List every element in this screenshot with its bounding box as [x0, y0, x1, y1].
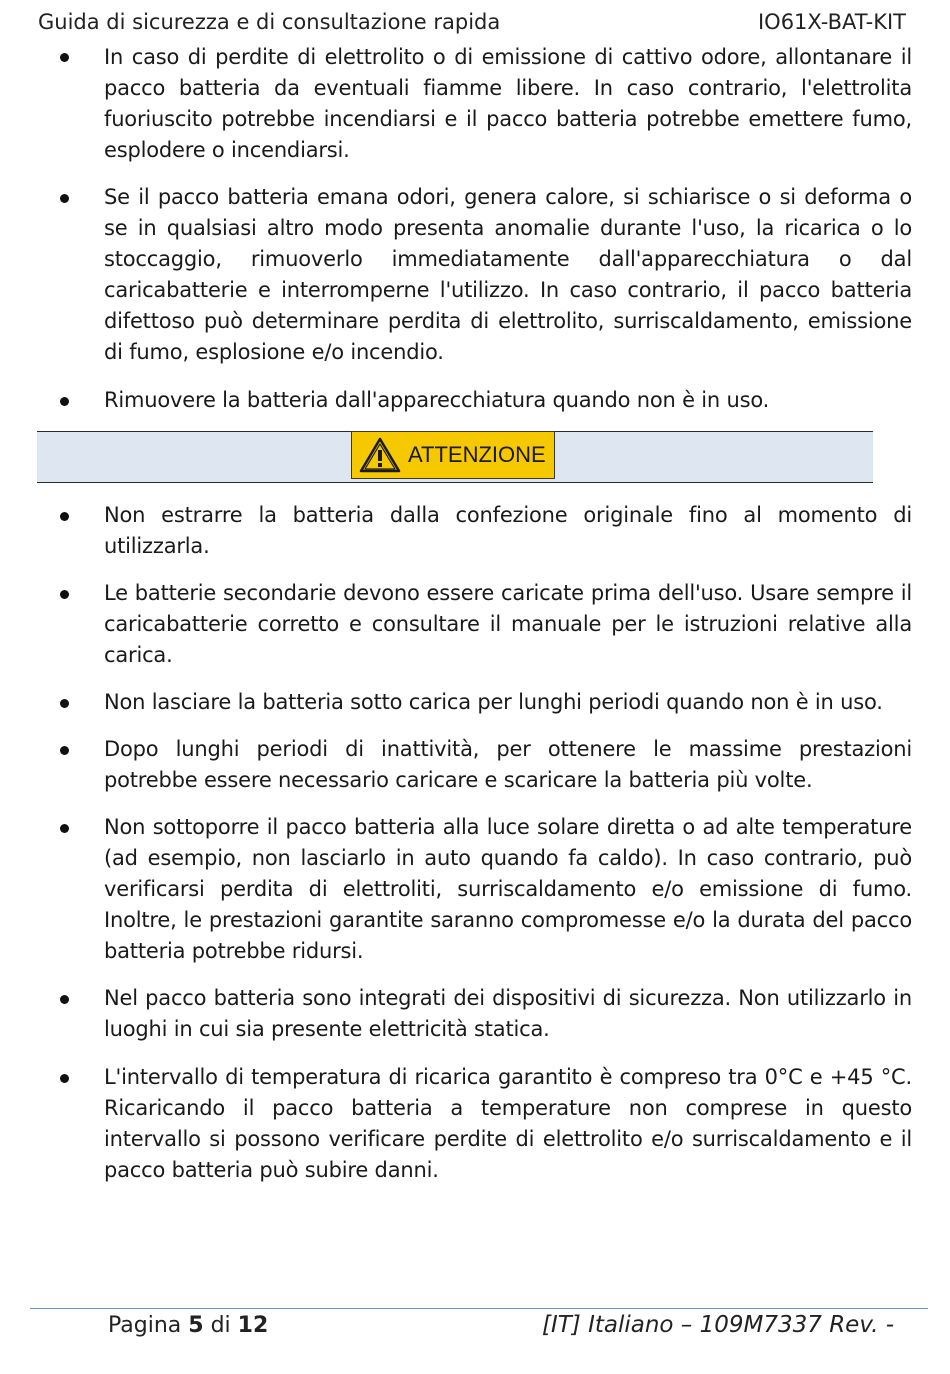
- bullet-text: Rimuovere la batteria dall'apparecchiatura quando non è in uso.: [104, 388, 770, 412]
- bullet-text: Non estrarre la batteria dalla confezione originale fino al momento di utilizzarla.: [104, 503, 912, 558]
- bullet-text: Nel pacco batteria sono integrati dei dispositivi di sicurezza. Non utilizzarlo in luoghi in cui sia presente elettricità statica.: [104, 986, 912, 1041]
- warning-banner: [37, 431, 873, 483]
- bullet-icon: [60, 590, 69, 599]
- bullet-icon: [60, 512, 69, 521]
- bullet-text: L'intervallo di temperatura di ricarica garantito è compreso tra 0°C e +45 °C. Ricaricando il pacco batteria a temperature non comprese in questo intervallo si possono verificare perdite di elettrolito e/o surriscaldamento e il pacco batteria può subire danni.: [104, 1065, 912, 1182]
- of-word: di: [210, 1313, 231, 1338]
- bullet-icon: [60, 397, 69, 406]
- warning-triangle-icon: [358, 436, 402, 474]
- bullet-icon: [60, 824, 69, 833]
- bullet-text: In caso di perdite di elettrolito o di emissione di cattivo odore, allontanare il pacco batteria da eventuali fiamme libere. In caso contrario, l'elettrolita fuoriuscito potrebbe incendiarsi e il pacco batteria potrebbe emettere fumo, esplodere o incendiarsi.: [104, 45, 912, 162]
- warning-label-box: [351, 431, 555, 479]
- bullet-text: Le batterie secondarie devono essere caricate prima dell'uso. Usare sempre il caricabatterie corretto e consultare il manuale per le istruzioni relative alla carica.: [104, 581, 912, 667]
- page-header: [38, 6, 906, 38]
- language-revision: [IT] Italiano – 109M7337 Rev. -: [541, 1312, 894, 1338]
- bullet-text: Dopo lunghi periodi di inattività, per ottenere le massime prestazioni potrebbe essere necessario caricare e scaricare la batteria più volte.: [104, 737, 912, 792]
- product-code: IO61X-BAT-KIT: [757, 10, 906, 34]
- document-title: Guida di sicurezza e di consultazione rapida: [38, 10, 501, 34]
- bullet-text: Se il pacco batteria emana odori, genera calore, si schiarisce o si deforma o se in qualsiasi altro modo presenta anomalie durante l'uso, la ricarica o lo stoccaggio, rimuoverlo immediatamente dall'apparecchiatura o dal caricabatterie e interromperne l'utilizzo. In caso contrario, il pacco batteria difettoso può determinare perdita di elettrolito, surriscaldamento, emissione di fumo, esplosione e/o incendio.: [104, 185, 912, 364]
- total-pages: 12: [237, 1313, 269, 1338]
- bullet-text: Non lasciare la batteria sotto carica per lunghi periodi quando non è in uso.: [104, 690, 883, 714]
- page-number: [108, 1313, 268, 1338]
- warning-label: ATTENZIONE: [408, 442, 546, 467]
- bullet-text: Non sottoporre il pacco batteria alla luce solare diretta o ad alte temperature (ad esempio, non lasciarlo in auto quando fa caldo). In caso contrario, può verificarsi perdita di elettroliti, surriscaldamento e/o emissione di fumo. Inoltre, le prestazioni garantite saranno compromesse e/o la durata del pacco batteria potrebbe ridursi.: [104, 815, 912, 963]
- bullet-icon: [60, 1074, 69, 1083]
- bullet-icon: [60, 995, 69, 1004]
- footer-divider: [30, 1308, 928, 1309]
- bullet-icon: [60, 746, 69, 755]
- page-word: Pagina: [108, 1313, 182, 1338]
- bullet-icon: [60, 53, 69, 62]
- bullet-icon: [60, 699, 69, 708]
- current-page: 5: [188, 1313, 204, 1338]
- bullet-icon: [60, 194, 69, 203]
